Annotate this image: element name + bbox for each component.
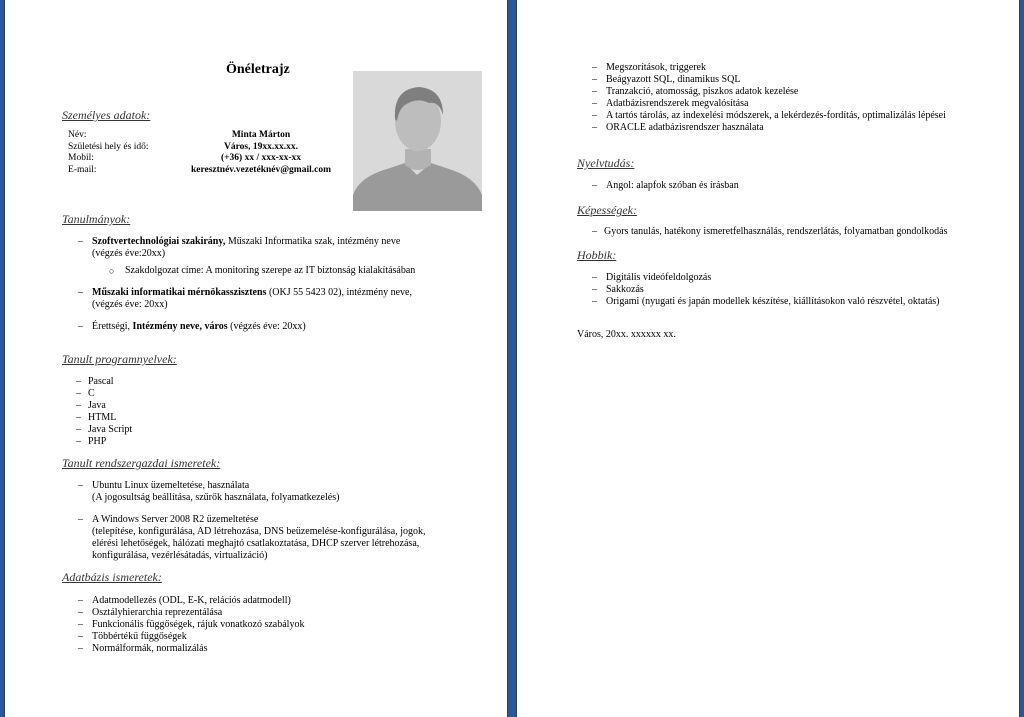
skills-list — [592, 226, 948, 238]
study-1-rest: Műszaki Informatika szak, intézmény neve — [225, 236, 401, 247]
prog-languages-list — [76, 376, 132, 448]
mobile-label: Mobil: — [68, 153, 94, 164]
sysadmin-1-line1: Ubuntu Linux üzemeltetése, használata — [92, 480, 250, 491]
list-item: – Megszorítások, triggerek — [592, 62, 946, 74]
sysadmin-item-1 — [78, 480, 339, 504]
personal-values — [185, 130, 337, 176]
study-3-bold: Intézmény neve, város — [132, 321, 228, 332]
dash-bullet: – — [78, 287, 83, 298]
study-1-bold: Szoftvertechnológiai szakirány, — [92, 236, 226, 247]
place-date-footer: Város, 20xx. xxxxxx xx. — [577, 329, 676, 340]
dash-bullet: – — [78, 321, 83, 332]
section-prog-languages-heading: Tanult programnyelvek: — [62, 352, 177, 366]
list-item: – Digitális videófeldolgozás — [592, 272, 940, 284]
list-item: – Sakkozás — [592, 284, 940, 296]
sysadmin-2-line4: konfigurálása, vezérlésátadás, virtualizáció) — [92, 550, 268, 561]
study-1-year: (végzés éve:20xx) — [92, 248, 166, 259]
sysadmin-2-line1: A Windows Server 2008 R2 üzemeltetése — [92, 514, 259, 525]
hobbies-list — [592, 272, 940, 308]
db-knowledge-list — [78, 595, 304, 655]
list-item: – A tartós tárolás, az indexelési módszerek, a lekérdezés-fordítás, optimalizálás lépései — [592, 110, 946, 122]
birth-value: Város, 19xx.xx.xx. — [224, 141, 298, 152]
study-3-pre: Érettségi, — [92, 321, 133, 332]
list-item: – Pascal — [76, 376, 132, 388]
list-item: – Java — [76, 400, 132, 412]
email-value: keresztnév.vezetéknév@gmail.com — [190, 164, 332, 175]
section-studies-heading: Tanulmányok: — [62, 212, 131, 226]
sysadmin-2-line3: elérési lehetőségek, hálózati meghajtó csatlakoztatása, DHCP szerver létrehozása, — [92, 538, 420, 549]
study-item-2 — [78, 287, 412, 311]
personal-labels — [68, 130, 148, 176]
list-item: – PHP — [76, 436, 132, 448]
section-languages-heading: Nyelvtudás: — [577, 156, 635, 170]
list-item: – Origami (nyugati és japán modellek készítése, kiállításokon való részvétel, oktatás) — [592, 296, 940, 308]
name-label: Név: — [68, 130, 87, 140]
study-3-rest: (végzés éve: 20xx) — [227, 321, 306, 332]
list-item: – Tranzakció, atomosság, piszkos adatok kezelése — [592, 86, 946, 98]
section-sysadmin-heading: Tanult rendszergazdai ismeretek: — [62, 456, 221, 470]
study-1-thesis: Szakdolgozat címe: A monitoring szerepe az IT biztonság kialakításában — [125, 265, 416, 276]
list-item: – Normálformák, normalizálás — [78, 643, 304, 655]
list-item: – C — [76, 388, 132, 400]
profile-photo-placeholder — [353, 71, 482, 211]
section-personal-heading: Személyes adatok: — [62, 108, 151, 122]
section-skills-heading: Képességek: — [577, 203, 637, 217]
study-2-year: (végzés éve: 20xx) — [92, 299, 168, 310]
avatar-silhouette-icon — [353, 71, 482, 211]
list-item: – Angol: alapfok szóban és írásban — [592, 180, 739, 192]
section-db-heading: Adatbázis ismeretek: — [62, 570, 162, 584]
email-label: E-mail: — [68, 164, 97, 175]
db-knowledge-continued-list — [592, 62, 946, 134]
study-2-rest: (OKJ 55 5423 02), intézmény neve, — [266, 287, 412, 298]
list-item: – Gyors tanulás, hatékony ismeretfelhasználás, rendszerlátás, folyamatban gondolkodás — [592, 226, 948, 238]
list-item: – HTML — [76, 412, 132, 424]
list-item: – Többértékű függőségek — [78, 631, 304, 643]
page-left — [5, 0, 507, 717]
list-item: – Osztályhierarchia reprezentálása — [78, 607, 304, 619]
languages-list — [592, 180, 739, 192]
birth-label: Születési hely és idő: — [68, 141, 149, 152]
sysadmin-1-line2: (A jogosultság beállítása, szűrők használata, folyamatkezelés) — [92, 492, 340, 503]
list-item: – ORACLE adatbázisrendszer használata — [592, 122, 946, 134]
list-item: – Beágyazott SQL, dinamikus SQL — [592, 74, 946, 86]
study-2-bold: Műszaki informatikai mérnökasszisztens — [92, 287, 267, 298]
dash-bullet: – — [78, 236, 83, 247]
dash-bullet: – — [78, 514, 83, 525]
page-right — [517, 0, 1019, 717]
section-hobbies-heading: Hobbik: — [577, 248, 617, 262]
list-item: – Java Script — [76, 424, 132, 436]
document-title: Önéletrajz — [226, 62, 290, 77]
dash-bullet: – — [78, 480, 83, 491]
study-item-1 — [78, 236, 400, 260]
sysadmin-item-2 — [78, 514, 426, 562]
sysadmin-2-line2: (telepítése, konfigurálása, AD létrehozása, DNS beüzemelése-konfigurálása, jogok, — [92, 526, 426, 537]
circle-bullet-icon: ○ — [109, 266, 115, 276]
list-item: – Adatbázisrendszerek megvalósítása — [592, 98, 946, 110]
study-1-subitem — [109, 265, 415, 277]
list-item: – Adatmodellezés (ODL, E-K, relációs adatmodell) — [78, 595, 304, 607]
study-item-3 — [78, 321, 306, 333]
list-item: – Funkcionális függőségek, rájuk vonatkozó szabályok — [78, 619, 304, 631]
mobile-value: (+36) xx / xxx-xx-xx — [220, 153, 302, 164]
name-value: Minta Márton — [231, 130, 291, 140]
